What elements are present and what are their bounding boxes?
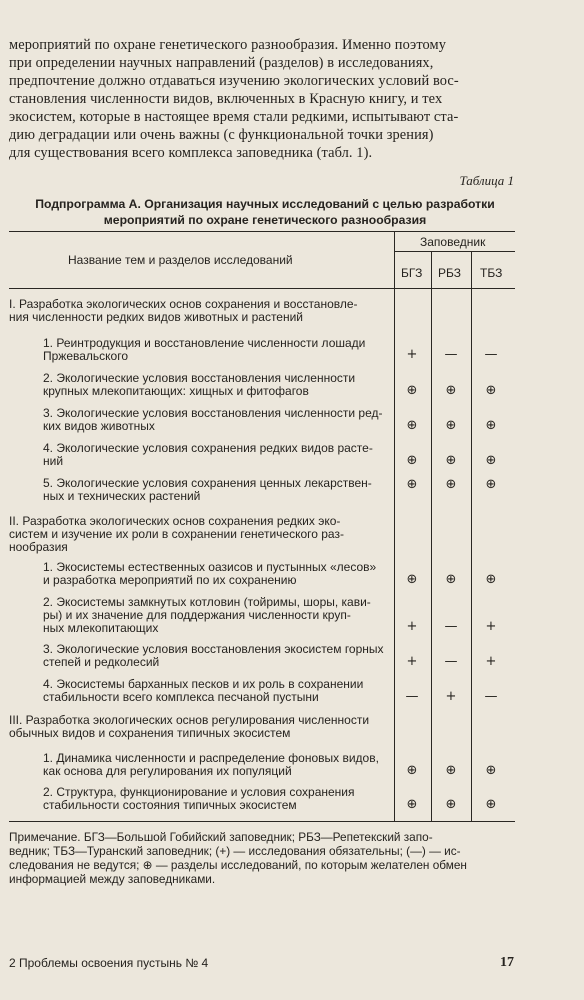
- table-row: 2. Структура, функционирование и условия сохранения стабильности состояния типичных экосистем: [43, 785, 355, 812]
- table-row: 3. Экологические условия восстановления численности ред- ких видов животных: [43, 406, 383, 433]
- intro-paragraph: [9, 36, 514, 162]
- table-cell-mark: +: [445, 689, 457, 704]
- caption-line: Подпрограмма А. Организация научных исследований с целью разработки: [35, 197, 495, 211]
- table-row: 1. Динамика численности и распределение фоновых видов, как основа для регулирования их популяций: [43, 751, 379, 778]
- table-cell-mark: +: [485, 619, 497, 634]
- table-cell-mark: ⊕: [445, 418, 457, 433]
- column-header-bgz: БГЗ: [401, 266, 423, 280]
- column-divider: [471, 251, 472, 821]
- intro-line: при определении научных направлений (разделов) в исследованиях,: [9, 55, 434, 71]
- table-cell-mark: ⊕: [485, 477, 497, 492]
- table-cell-mark: ⊕: [485, 763, 497, 778]
- table-cell-mark: ⊕: [445, 383, 457, 398]
- table-note: [9, 830, 515, 886]
- table-cell-mark: ⊕: [406, 383, 418, 398]
- table-cell-mark: ⊕: [406, 418, 418, 433]
- intro-line: мероприятий по охране генетического разнообразия. Именно поэтому: [9, 37, 447, 53]
- table-cell-mark: —: [484, 347, 498, 362]
- table-cell-mark: ⊕: [445, 572, 457, 587]
- table-label: Таблица 1: [459, 173, 514, 188]
- column-divider: [431, 251, 432, 821]
- section-heading-row: I. Разработка экологических основ сохранения и восстановле- ния численности редких видов животных и растений: [9, 297, 358, 324]
- note-line: информацией между заповедниками.: [9, 872, 216, 886]
- table-cell-mark: ⊕: [445, 453, 457, 468]
- running-footer: 2 Проблемы освоения пустынь № 4: [9, 956, 209, 970]
- table-row: 4. Экосистемы барханных песков и их роль в сохранении стабильности всего комплекса песчаной пустыни: [43, 677, 364, 704]
- section-heading-row: III. Разработка экологических основ регулирования численности обычных видов и сохранения типичных экосистем: [9, 713, 370, 740]
- table-header-rule: [9, 288, 515, 289]
- intro-line: предпочтение должно отдаваться изучению экологических условий вос-: [9, 73, 459, 89]
- table-cell-mark: —: [444, 347, 458, 362]
- note-line: следования не ведутся; ⊕ — разделы исследований, по которым желателен обмен: [9, 858, 467, 872]
- intro-line: дию деградации или очень важны (с функциональной точки зрения): [9, 127, 434, 143]
- table-cell-mark: +: [406, 654, 418, 669]
- page-number: 17: [500, 955, 514, 970]
- table-row: 2. Экологические условия восстановления численности крупных млекопитающих: хищных и фитофагов: [43, 371, 356, 398]
- note-line: Примечание. БГЗ—Большой Гобийский заповедник; РБЗ—Репетекский запо-: [9, 830, 433, 844]
- reserve-group-header: Заповедник: [420, 235, 486, 249]
- table-top-rule: [9, 231, 515, 232]
- table-cell-mark: ⊕: [445, 797, 457, 812]
- table-cell-mark: ⊕: [406, 477, 418, 492]
- table-cell-mark: ⊕: [445, 763, 457, 778]
- table-cell-mark: —: [444, 654, 458, 669]
- table-cell-mark: +: [485, 654, 497, 669]
- table-cell-mark: ⊕: [406, 797, 418, 812]
- table-row: 5. Экологические условия сохранения ценных лекарствен- ных и технических растений: [43, 476, 372, 503]
- table-cell-mark: —: [484, 689, 498, 704]
- table-cell-mark: —: [405, 689, 419, 704]
- table-cell-mark: ⊕: [406, 453, 418, 468]
- table-cell-mark: +: [406, 347, 418, 362]
- column-divider: [394, 231, 395, 821]
- table-bottom-rule: [9, 821, 515, 822]
- table-caption: [20, 196, 510, 228]
- table-cell-mark: ⊕: [485, 572, 497, 587]
- caption-line: мероприятий по охране генетического разнообразия: [103, 213, 427, 227]
- table-row: 1. Реинтродукция и восстановление численности лошади Пржевальского: [43, 336, 366, 363]
- table-row: 4. Экологические условия сохранения редких видов расте- ний: [43, 441, 373, 468]
- group-header-rule: [394, 251, 515, 252]
- table-cell-mark: ⊕: [485, 453, 497, 468]
- section-heading-row: II. Разработка экологических основ сохранения редких эко- систем и изучение их роли в сохранении генетического раз- нообразия: [9, 514, 344, 554]
- intro-line: становления численности видов, включенных в Красную книгу, и тех: [9, 91, 443, 107]
- table-row: 3. Экологические условия восстановления экосистем горных степей и редколесий: [43, 642, 384, 669]
- table-row: 1. Экосистемы естественных оазисов и пустынных «лесов» и разработка мероприятий по их сохранению: [43, 560, 377, 587]
- table-cell-mark: ⊕: [485, 383, 497, 398]
- table-cell-mark: —: [444, 619, 458, 634]
- table-cell-mark: +: [406, 619, 418, 634]
- table-cell-mark: ⊕: [485, 797, 497, 812]
- intro-line: для существования всего комплекса заповедника (табл. 1).: [9, 145, 373, 161]
- table-cell-mark: ⊕: [406, 763, 418, 778]
- note-line: ведник; ТБЗ—Туранский заповедник; (+) — исследования обязательны; (—) — ис-: [9, 844, 461, 858]
- table-cell-mark: ⊕: [406, 572, 418, 587]
- intro-line: экосистем, которые в настоящее время стали редкими, испытывают ста-: [9, 109, 459, 125]
- table-row: 2. Экосистемы замкнутых котловин (тойримы, шоры, кави- ры) и их значение для поддержания численности круп- ных млекопитающих: [43, 595, 371, 635]
- table-cell-mark: ⊕: [485, 418, 497, 433]
- column-header-rbz: РБЗ: [438, 266, 461, 280]
- table-cell-mark: ⊕: [445, 477, 457, 492]
- column-header-tbz: ТБЗ: [480, 266, 503, 280]
- name-column-header: Название тем и разделов исследований: [68, 253, 293, 267]
